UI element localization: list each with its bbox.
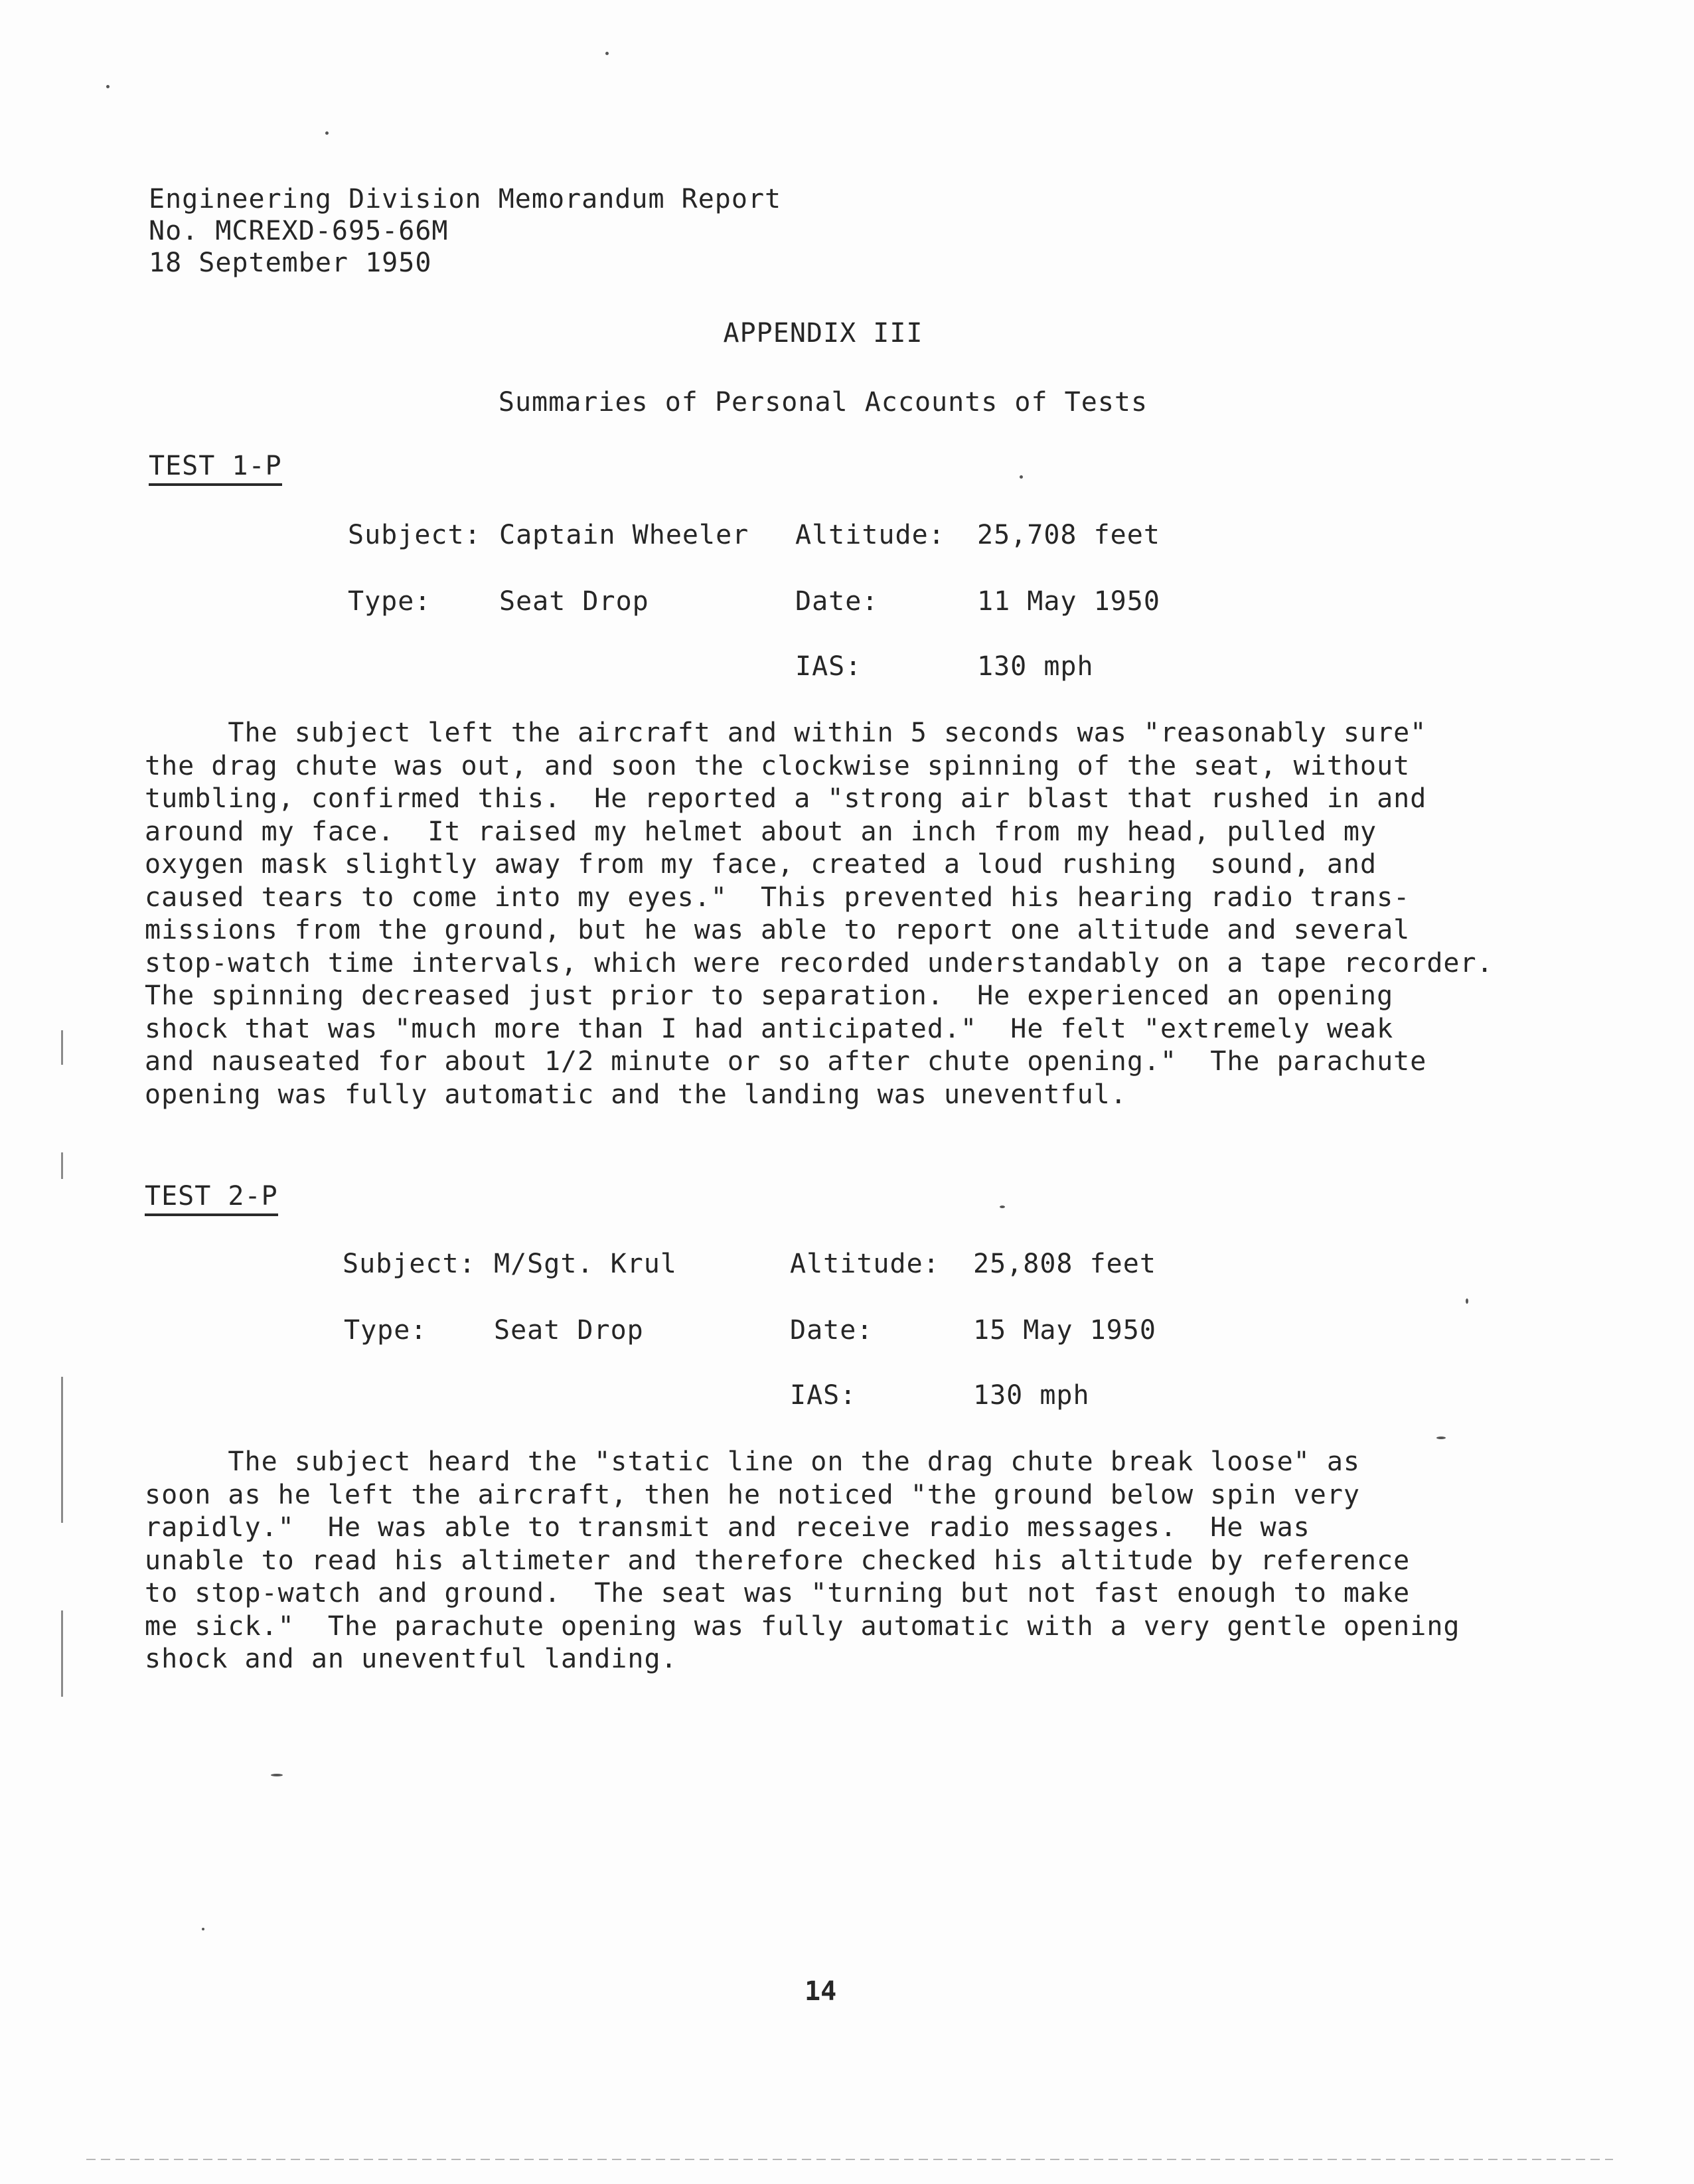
scan-speck bbox=[1000, 1206, 1005, 1208]
scan-edge-mark bbox=[61, 1152, 63, 1179]
report-date-line: 18 September 1950 bbox=[149, 248, 432, 278]
test-1-type-label: Type: bbox=[348, 586, 431, 617]
test-2-subject-label: Subject: bbox=[343, 1249, 476, 1279]
test-2-heading: TEST 2-P bbox=[145, 1180, 278, 1216]
test-2-altitude-label: Altitude: bbox=[790, 1249, 940, 1279]
paragraph-line: missions from the ground, but he was able to report one altitude and several bbox=[145, 915, 1411, 945]
paragraph-line: rapidly." He was able to transmit and receive radio messages. He was bbox=[145, 1512, 1310, 1543]
test-2-type-value: Seat Drop bbox=[494, 1315, 644, 1346]
scan-speck bbox=[106, 85, 110, 88]
scan-speck bbox=[1436, 1437, 1446, 1439]
test-2-date-value: 15 May 1950 bbox=[973, 1315, 1156, 1346]
test-2-date-label: Date: bbox=[790, 1315, 874, 1346]
paragraph-line: me sick." The parachute opening was fully automatic with a very gentle opening bbox=[145, 1610, 1460, 1642]
paragraph-line: around my face. It raised my helmet about an inch from my head, pulled my bbox=[145, 816, 1377, 847]
paragraph-line: oxygen mask slightly away from my face, created a loud rushing sound, and bbox=[145, 849, 1377, 880]
test-1-subject-label: Subject: bbox=[348, 520, 481, 550]
page-number: 14 bbox=[805, 1976, 837, 2007]
scan-speck bbox=[605, 52, 609, 55]
scan-edge-mark bbox=[61, 1610, 63, 1697]
scan-speck bbox=[1020, 475, 1023, 479]
test-1-ias-label: IAS: bbox=[795, 651, 862, 682]
report-number-line: No. MCREXD-695-66M bbox=[149, 216, 449, 246]
test-1-date-label: Date: bbox=[795, 586, 879, 617]
paragraph-line: caused tears to come into my eyes." This prevented his hearing radio trans- bbox=[145, 882, 1411, 913]
test-2-altitude-value: 25,808 feet bbox=[973, 1249, 1156, 1279]
scan-bottom-edge bbox=[86, 2159, 1613, 2160]
test-2-ias-value: 130 mph bbox=[973, 1380, 1090, 1411]
test-1-heading: TEST 1-P bbox=[149, 450, 282, 486]
paragraph-line: unable to read his altimeter and therefore checked his altitude by reference bbox=[145, 1545, 1411, 1576]
appendix-subtitle: Summaries of Personal Accounts of Tests bbox=[498, 387, 1148, 418]
test-1-altitude-value: 25,708 feet bbox=[977, 520, 1160, 550]
paragraph-line: tumbling, confirmed this. He reported a "strong air blast that rushed in and bbox=[145, 783, 1427, 814]
paragraph-line: shock that was "much more than I had anticipated." He felt "extremely weak bbox=[145, 1013, 1394, 1044]
paragraph-line: to stop-watch and ground. The seat was "turning but not fast enough to make bbox=[145, 1578, 1411, 1608]
paragraph-line: opening was fully automatic and the landing was uneventful. bbox=[145, 1079, 1127, 1110]
test-1-ias-value: 130 mph bbox=[977, 651, 1094, 682]
test-2-ias-label: IAS: bbox=[790, 1380, 857, 1411]
paragraph-line: the drag chute was out, and soon the clockwise spinning of the seat, without bbox=[145, 750, 1411, 781]
test-1-altitude-label: Altitude: bbox=[795, 520, 945, 550]
paragraph-line: The subject heard the "static line on the drag chute break loose" as bbox=[145, 1446, 1360, 1477]
paragraph-line: The spinning decreased just prior to separation. He experienced an opening bbox=[145, 980, 1394, 1011]
paragraph-line: soon as he left the aircraft, then he noticed "the ground below spin very bbox=[145, 1479, 1360, 1510]
scan-speck bbox=[325, 131, 329, 135]
test-1-type-value: Seat Drop bbox=[499, 586, 649, 617]
test-1-summary-paragraph bbox=[145, 717, 1494, 1111]
scan-speck bbox=[202, 1928, 204, 1930]
paragraph-line: The subject left the aircraft and within 5 seconds was "reasonably sure" bbox=[145, 718, 1427, 748]
test-1-subject-value: Captain Wheeler bbox=[499, 520, 749, 550]
report-title-line: Engineering Division Memorandum Report bbox=[149, 184, 782, 214]
test-2-subject-value: M/Sgt. Krul bbox=[494, 1249, 677, 1279]
appendix-title: APPENDIX III bbox=[723, 318, 923, 349]
scan-edge-mark bbox=[61, 1030, 63, 1065]
test-2-summary-paragraph bbox=[145, 1446, 1460, 1676]
scan-edge-mark bbox=[61, 1377, 63, 1523]
paragraph-line: and nauseated for about 1/2 minute or so after chute opening." The parachute bbox=[145, 1046, 1427, 1077]
scan-speck bbox=[1466, 1298, 1468, 1304]
paragraph-line: stop-watch time intervals, which were recorded understandably on a tape recorder. bbox=[145, 947, 1494, 978]
scan-speck bbox=[271, 1774, 283, 1776]
paragraph-line: shock and an uneventful landing. bbox=[145, 1644, 678, 1674]
test-2-type-label: Type: bbox=[344, 1315, 427, 1346]
test-1-date-value: 11 May 1950 bbox=[977, 586, 1160, 617]
